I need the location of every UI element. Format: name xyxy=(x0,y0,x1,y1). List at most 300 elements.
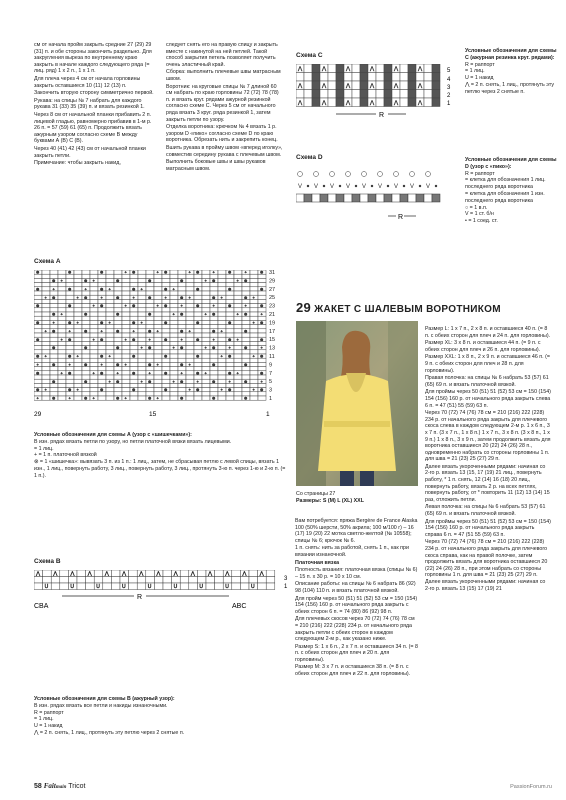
chart-cell xyxy=(138,362,146,366)
chart-cell xyxy=(186,278,194,282)
chart-cell xyxy=(90,291,98,295)
bobble-symbol: ⊗ xyxy=(116,278,120,283)
chart-cell xyxy=(408,81,416,90)
paragraph: Размер L: 1 х 7 п., 2 х 8 п. и оставшиеся 40 п. (= 8 п. с обеих сторон для плеч и 24 п. для горловины). xyxy=(425,326,551,339)
chart-cell xyxy=(82,388,90,392)
chart-cell xyxy=(106,295,114,299)
bobble-symbol: ⊗ xyxy=(260,353,264,359)
chart-cell xyxy=(210,371,218,375)
chart-cell xyxy=(170,295,178,299)
garter-symbol: + xyxy=(156,303,159,309)
bobble-symbol: ⊗ xyxy=(100,336,104,342)
bobble-symbol: ⊗ xyxy=(148,278,152,283)
chart-cell xyxy=(162,329,170,333)
bobble-symbol: ⊗ xyxy=(228,320,232,325)
chart-cell xyxy=(424,73,432,82)
chart-cell xyxy=(432,73,440,82)
chart-cell xyxy=(215,577,224,584)
chart-cell xyxy=(138,367,146,371)
chart-cell xyxy=(170,329,178,333)
chart-cell xyxy=(186,346,194,350)
chart-cell xyxy=(162,274,170,278)
chart-cell xyxy=(162,396,170,400)
garter-symbol: + xyxy=(60,278,63,283)
chart-cell xyxy=(106,383,114,387)
garter-symbol: + xyxy=(76,294,79,300)
chart-cell xyxy=(122,371,130,375)
decrease-symbol: ⋀ xyxy=(370,100,375,106)
chart-cell xyxy=(328,90,336,99)
chart-cell xyxy=(74,358,82,362)
bobble-symbol: ⊗ xyxy=(180,378,184,384)
chart-cell xyxy=(138,333,146,337)
garter-symbol: + xyxy=(52,320,55,325)
row-label: 7 xyxy=(269,370,273,377)
bobble-symbol: ⊗ xyxy=(100,370,104,376)
chart-cell xyxy=(66,375,74,379)
chart-cell xyxy=(206,583,215,590)
chart-cell xyxy=(42,308,50,312)
chart-cell xyxy=(106,329,114,333)
chart-cell xyxy=(114,299,122,303)
chart-cell xyxy=(178,270,186,274)
garter-symbol: + xyxy=(76,387,79,393)
bobble-symbol: ⊗ xyxy=(116,362,120,367)
chart-cell xyxy=(130,278,138,282)
chart-cell xyxy=(197,577,206,584)
scheme-a-title: Схема А xyxy=(34,258,61,265)
chart-cell xyxy=(154,283,162,287)
chart-cell xyxy=(234,396,242,400)
bobble-symbol: ⊗ xyxy=(244,362,248,367)
chart-cell xyxy=(194,274,202,278)
slip-stitch-symbol xyxy=(403,185,405,187)
chart-cell xyxy=(202,270,210,274)
chart-cell xyxy=(234,379,242,383)
chart-cell xyxy=(234,329,242,333)
chart-cell xyxy=(146,570,155,577)
chart-cell xyxy=(42,375,50,379)
bobble-symbol: ⊗ xyxy=(132,286,136,292)
chart-cell xyxy=(90,362,98,366)
chart-cell xyxy=(172,577,181,584)
chart-cell xyxy=(328,98,336,107)
garter-symbol: + xyxy=(92,336,95,342)
chain-symbol xyxy=(410,172,415,177)
decrease-symbol: ⋀ xyxy=(242,571,247,577)
chart-cell xyxy=(376,194,384,202)
chart-cell xyxy=(194,329,202,333)
chart-cell xyxy=(266,570,275,577)
chart-cell xyxy=(98,392,106,396)
chart-cell xyxy=(304,81,312,90)
chart-cell xyxy=(98,346,106,350)
chart-cell xyxy=(242,287,250,291)
slip-stitch-symbol xyxy=(419,185,421,187)
paragraph: Размер XXL: 1 х 8 п., 2 х 9 п. и оставшиеся 46 п. (= 9 п. с обеих сторон для плеч и 28 п. для горловины). xyxy=(425,354,550,374)
chart-cell xyxy=(42,341,50,345)
garter-symbol: + xyxy=(172,378,175,384)
garter-symbol: + xyxy=(188,362,191,367)
chart-cell xyxy=(122,295,130,299)
garter-symbol: + xyxy=(204,278,207,283)
chart-cell xyxy=(58,362,66,366)
row-label: 13 xyxy=(269,345,276,352)
chart-cell xyxy=(74,329,82,333)
paragraph: Размер XL: 3 х 8 п. и оставшиеся 44 п. (= 9 п. с обеих сторон для плеч и 26 п. для горловины). xyxy=(425,340,541,353)
bobble-symbol: ⊗ xyxy=(100,353,104,359)
chart-cell xyxy=(90,325,98,329)
chart-cell xyxy=(106,396,114,400)
chart-cell xyxy=(162,379,170,383)
chart-cell xyxy=(250,283,258,287)
bobble-symbol: ⊗ xyxy=(164,370,168,376)
chart-cell xyxy=(218,270,226,274)
decrease-symbol: ⋀ xyxy=(418,83,423,89)
bobble-symbol: ⊗ xyxy=(84,328,88,334)
chart-cell xyxy=(352,90,360,99)
bobble-symbol: ⊗ xyxy=(68,320,72,325)
chart-cell xyxy=(180,583,189,590)
chart-cell xyxy=(146,304,154,308)
chart-cell xyxy=(234,375,242,379)
scheme-b-title: Схема В xyxy=(34,558,61,565)
bobble-symbol: ⊗ xyxy=(148,395,152,401)
decrease-symbol: ⋀ xyxy=(70,571,75,577)
garter-symbol: + xyxy=(60,370,63,376)
garter-symbol: + xyxy=(140,286,143,292)
slip-stitch-symbol xyxy=(387,185,389,187)
chart-cell xyxy=(392,90,400,99)
chart-cell xyxy=(60,577,69,584)
chart-cell xyxy=(194,396,202,400)
chart-cell xyxy=(138,329,146,333)
garter-symbol: + xyxy=(116,370,119,376)
chart-cell xyxy=(186,287,194,291)
chart-cell xyxy=(58,283,66,287)
chart-cell xyxy=(202,358,210,362)
chart-cell xyxy=(296,194,304,202)
chart-cell xyxy=(384,73,392,82)
chart-cell xyxy=(122,325,130,329)
chart-cell xyxy=(162,308,170,312)
chart-cell xyxy=(162,278,170,282)
chart-cell xyxy=(98,308,106,312)
chart-cell xyxy=(154,295,162,299)
chart-cell xyxy=(58,358,66,362)
garter-symbol: + xyxy=(244,270,247,275)
bobble-symbol: ⊗ xyxy=(68,270,72,275)
chart-cell xyxy=(328,81,336,90)
row-label: 3 xyxy=(269,387,273,394)
chart-cell xyxy=(352,73,360,82)
chart-cell xyxy=(210,354,218,358)
chart-cell xyxy=(50,333,58,337)
bobble-symbol: ⊗ xyxy=(36,286,40,292)
bobble-symbol: ⊗ xyxy=(84,345,88,351)
chart-cell xyxy=(74,392,82,396)
chart-cell xyxy=(416,90,424,99)
row-label: 23 xyxy=(269,303,276,310)
chart-cell xyxy=(328,64,336,73)
garter-symbol: + xyxy=(164,294,167,300)
chart-cell xyxy=(336,64,344,73)
chart-cell xyxy=(130,362,138,366)
chart-cell xyxy=(304,98,312,107)
yarnover-symbol: U xyxy=(173,584,178,590)
chart-cell xyxy=(170,304,178,308)
chart-cell xyxy=(106,337,114,341)
chart-cell xyxy=(122,341,130,345)
chart-cell xyxy=(34,278,42,282)
paragraph: Платочная вязка xyxy=(295,559,340,566)
chart-cell xyxy=(226,392,234,396)
chart-cell xyxy=(106,333,114,337)
chart-cell xyxy=(90,375,98,379)
paragraph: см от начала пройм закрыть средние 27 (29) 29 (31) п. и обе стороны закончить раздельно. Для закругления выреза по внутреннему краю закрыть в начале каждого следующего ряда (= лиц. ряд) 1 х 2 п., 1 х 1 п. xyxy=(34,42,152,75)
row-label: 19 xyxy=(269,320,276,327)
chart-cell xyxy=(98,312,106,316)
chart-cell xyxy=(194,325,202,329)
chart-cell xyxy=(42,312,50,316)
chart-cell xyxy=(94,570,103,577)
bobble-symbol: ⊗ xyxy=(196,270,200,275)
garter-symbol: + xyxy=(148,370,151,376)
legend-line: ⋀ = 2 п. снять, 1 лиц., протянуть эту петлю через 2 снятые п. xyxy=(465,81,554,95)
chart-cell xyxy=(170,291,178,295)
chart-cell xyxy=(234,304,242,308)
chart-cell xyxy=(90,320,98,324)
garter-symbol: + xyxy=(44,328,47,334)
chart-cell xyxy=(250,287,258,291)
chart-cell xyxy=(202,388,210,392)
chart-cell xyxy=(226,278,234,282)
row-label: 9 xyxy=(269,362,273,369)
bobble-symbol: ⊗ xyxy=(36,370,40,376)
chain-symbol xyxy=(346,172,351,177)
chart-cell xyxy=(154,312,162,316)
bobble-symbol: ⊗ xyxy=(196,370,200,376)
chart-cell xyxy=(312,81,320,90)
chart-cell xyxy=(234,358,242,362)
chart-cell xyxy=(74,299,82,303)
chart-cell xyxy=(163,583,172,590)
chart-cell xyxy=(258,274,266,278)
paragraph: Вшить рукава в пройму швом «вперед иголку», совместив середину рукава с плечевым швом. xyxy=(166,144,283,158)
row-label: 1 xyxy=(447,101,451,107)
chart-cell xyxy=(111,570,120,577)
chart-cell xyxy=(154,341,162,345)
paragraph: Размер S: 1 х 6 п., 2 х 7 п. и оставшиеся 34 п. (= 8 п. с обеих сторон для плеч и 20 п. для горловины). xyxy=(295,643,418,663)
garter-symbol: + xyxy=(36,395,39,401)
chart-cell xyxy=(58,346,66,350)
yarnover-symbol: U xyxy=(122,584,126,590)
chart-cell xyxy=(42,316,50,320)
chart-cell xyxy=(82,367,90,371)
garter-symbol: + xyxy=(124,395,127,401)
photo-image xyxy=(296,321,418,486)
bobble-symbol: ⊗ xyxy=(164,387,168,393)
chart-cell xyxy=(170,299,178,303)
chart-cell xyxy=(66,341,74,345)
chart-cell xyxy=(77,577,86,584)
garter-symbol: + xyxy=(252,320,255,325)
chart-cell xyxy=(194,392,202,396)
chart-cell xyxy=(50,383,58,387)
garter-symbol: + xyxy=(180,336,183,342)
decrease-symbol: ⋀ xyxy=(53,571,58,577)
paragraph: Воротник: на круговые спицы № 7 длиной 60 см набрать по краю горловины 72 (72) 78 (78) п. и вязать круг. рядами ажурной резинкой согласно схеме С. Через 5 см от начального ряда вязать 3 круг. ряда резинкой 1, затем закрыть петли по узору. xyxy=(166,83,279,123)
garter-symbol: + xyxy=(100,328,103,334)
garter-symbol: + xyxy=(108,378,111,384)
chart-cell xyxy=(90,346,98,350)
chart-cell xyxy=(122,329,130,333)
chart-cell xyxy=(42,346,50,350)
chart-cell xyxy=(186,274,194,278)
garter-symbol: + xyxy=(44,294,47,300)
chart-cell xyxy=(106,308,114,312)
chart-cell xyxy=(58,329,66,333)
sc-symbol: V xyxy=(346,184,351,190)
chart-cell xyxy=(249,577,258,584)
bobble-symbol: ⊗ xyxy=(84,362,88,367)
chart-cell xyxy=(138,270,146,274)
paragraph: Описание работы: на спицы № 6 набрать 86 (92) 98 (104) 110 п. и вязать платочной вязкой. xyxy=(295,581,416,594)
chart-cell xyxy=(258,583,267,590)
bobble-symbol: ⊗ xyxy=(260,320,264,325)
garter-symbol: + xyxy=(172,286,175,292)
chart-cell xyxy=(50,367,58,371)
garter-symbol: + xyxy=(252,294,255,300)
chart-cell xyxy=(163,570,172,577)
chart-cell xyxy=(42,299,50,303)
chart-cell xyxy=(58,341,66,345)
chart-cell xyxy=(146,287,154,291)
chart-cell xyxy=(226,329,234,333)
chart-cell xyxy=(384,81,392,90)
chart-cell xyxy=(106,312,114,316)
chart-cell xyxy=(249,570,258,577)
slip-stitch-symbol xyxy=(339,185,341,187)
chart-cell xyxy=(114,350,122,354)
chart-cell xyxy=(130,312,138,316)
chart-cell xyxy=(122,320,130,324)
garter-symbol: + xyxy=(132,294,135,300)
chart-cell xyxy=(162,346,170,350)
chart-cell xyxy=(90,295,98,299)
chart-cell xyxy=(250,358,258,362)
chart-cell xyxy=(74,396,82,400)
chart-cell xyxy=(234,270,242,274)
chart-cell xyxy=(242,283,250,287)
chart-cell xyxy=(130,358,138,362)
chart-cell xyxy=(106,346,114,350)
chart-cell xyxy=(58,396,66,400)
chart-cell xyxy=(130,392,138,396)
paragraph: Для плеча через 4 см от начала горловины закрыть оставшиеся 10 (11) 12 (13) п. xyxy=(34,75,141,89)
col-label: 29 xyxy=(34,411,42,418)
bobble-symbol: ⊗ xyxy=(132,270,136,275)
chart-cell xyxy=(82,316,90,320)
bobble-symbol: ⊗ xyxy=(68,387,72,393)
chart-cell xyxy=(34,274,42,278)
chart-cell xyxy=(154,367,162,371)
chart-cell xyxy=(58,350,66,354)
bobble-symbol: ⊗ xyxy=(100,387,104,393)
chart-cell xyxy=(250,362,258,366)
chart-cell xyxy=(336,90,344,99)
chart-cell xyxy=(122,367,130,371)
chart-cell xyxy=(384,90,392,99)
bobble-symbol: ⊗ xyxy=(244,395,248,401)
chart-cell xyxy=(232,583,241,590)
garter-symbol: + xyxy=(84,286,87,292)
chart-cell xyxy=(82,270,90,274)
chart-cell xyxy=(66,308,74,312)
chart-cell xyxy=(90,350,98,354)
chart-cell xyxy=(186,308,194,312)
chart-cell xyxy=(154,350,162,354)
chart-cell xyxy=(210,287,218,291)
chart-cell xyxy=(234,346,242,350)
row-label: 15 xyxy=(269,337,276,344)
garter-symbol: + xyxy=(92,395,95,401)
bobble-symbol: ⊗ xyxy=(212,294,216,300)
garter-symbol: + xyxy=(212,336,215,342)
chart-cell xyxy=(226,291,234,295)
chart-cell xyxy=(122,283,130,287)
chart-cell xyxy=(234,287,242,291)
chart-cell xyxy=(154,388,162,392)
bobble-symbol: ⊗ xyxy=(52,278,56,283)
chart-cell xyxy=(103,583,112,590)
chart-cell xyxy=(250,375,258,379)
garter-symbol: + xyxy=(92,303,95,309)
chart-cell xyxy=(42,358,50,362)
chart-cell xyxy=(250,299,258,303)
bobble-symbol: ⊗ xyxy=(116,345,120,351)
chart-cell xyxy=(218,283,226,287)
paragraph: Через 70 (72) 74 (76) 78 см = 210 (216) 222 (228) 234 р. от начального ряда закрыть для плечевого скоса слева в каждом следующем 2-м р. 1 х 6 п., 3 х 7 п. (3 х 7 п., 1 х 8 п.) 1 х 7 п., 3 х 8 п. (3 х 8 п., 1 х 9 п.) 1 х 8 п., 3 х 9 п., затем продолжить вязать для воротника оставшиеся 20 (22) 24 (26) 28 п., одновременно набрать со стороны горловины 1 п. для шва = 21 (23) 25 (27) 29 п. xyxy=(425,410,551,463)
chart-cell xyxy=(242,350,250,354)
chart-cell xyxy=(82,350,90,354)
chart-cell xyxy=(58,287,66,291)
slip-stitch-symbol xyxy=(435,185,437,187)
chart-cell xyxy=(106,278,114,282)
article-title-text: ЖАКЕТ С ШАЛЕВЫМ ВОРОТНИКОМ xyxy=(314,304,501,315)
chart-cell xyxy=(226,396,234,400)
chart-cell xyxy=(114,383,122,387)
chart-cell xyxy=(154,337,162,341)
chart-cell xyxy=(194,308,202,312)
yarnover-symbol: U xyxy=(199,584,204,590)
row-label: 27 xyxy=(269,286,276,293)
chart-cell xyxy=(106,274,114,278)
bobble-symbol: ⊗ xyxy=(36,320,40,325)
chart-cell xyxy=(432,81,440,90)
chart-cell xyxy=(114,316,122,320)
garter-symbol: + xyxy=(236,311,239,317)
decrease-symbol: ⋀ xyxy=(346,66,351,72)
bobble-symbol: ⊗ xyxy=(68,336,72,342)
bobble-symbol: ⊗ xyxy=(100,286,104,292)
garter-symbol: + xyxy=(92,370,95,376)
garter-symbol: + xyxy=(188,387,191,393)
slip-stitch-symbol xyxy=(355,185,357,187)
chart-cell xyxy=(400,194,408,202)
chart-cell xyxy=(186,337,194,341)
chart-cell xyxy=(154,346,162,350)
